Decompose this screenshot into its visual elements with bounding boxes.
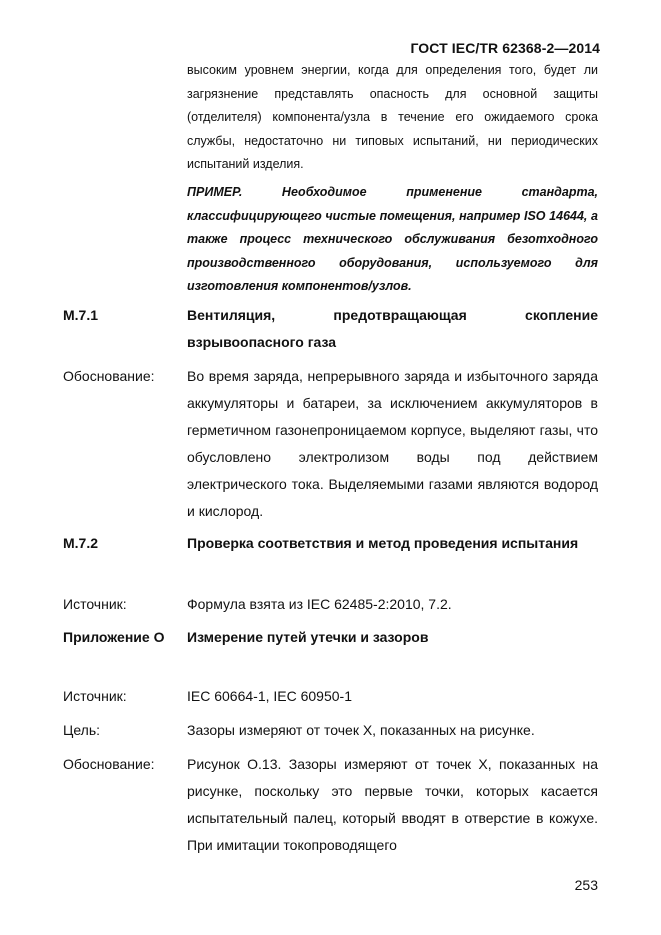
annex-title: Измерение путей утечки и зазоров (187, 629, 429, 645)
row-text: Формула взята из IEC 62485-2:2010, 7.2. (187, 596, 452, 612)
document-header: ГОСТ IEC/TR 62368-2—2014 (410, 40, 600, 56)
annex-label: Приложение О (63, 629, 165, 645)
row-label: Цель: (63, 722, 101, 738)
row-text: Во время заряда, непрерывного заряда и избыточного заряда аккумуляторы и батареи, за исключением аккумуляторов в герметичном газонепроницаемом корпусе, выделяют газы, что обусловлено электролизом воды под действием электрического тока. Выделяемыми газами являются водород и кислород. (187, 368, 598, 519)
page-number: 253 (574, 877, 598, 893)
row-label: Источник: (63, 596, 127, 612)
intro-paragraph: высоким уровнем энергии, когда для определения того, будет ли загрязнение представлять опасность для основной защиты (отделителя) компонента/узла в течение его ожидаемого срока службы, недостаточно ни типовых испытаний, ни периодических испытаний изделия. (187, 63, 598, 171)
section-number: М.7.2 (63, 535, 99, 551)
section-title: Проверка соответствия и метод проведения испытания (187, 535, 579, 551)
section-number: М.7.1 (63, 307, 99, 323)
row-label: Источник: (63, 688, 127, 704)
row-text: Рисунок O.13. Зазоры измеряют от точек X, показанных на рисунке, поскольку это первые точки, которых касается испытательный палец, который вводят в отверстие в кожухе. При имитации токопроводящего (187, 756, 598, 853)
row-text: Зазоры измеряют от точек X, показанных на рисунке. (187, 722, 535, 738)
row-label: Обоснование: (63, 756, 155, 772)
section-title: Вентиляция, предотвращающая скопление взрывоопасного газа (187, 307, 598, 350)
example-note: ПРИМЕР. Необходимое применение стандарта, классифицирующего чистые помещения, например ISO 14644, а также процесс технического обслуживания безотходного производственного оборудования, используемого для изготовления компонентов/узлов. (187, 185, 598, 293)
row-label: Обоснование: (63, 368, 155, 384)
row-text: IEC 60664-1, IEC 60950-1 (187, 688, 352, 704)
